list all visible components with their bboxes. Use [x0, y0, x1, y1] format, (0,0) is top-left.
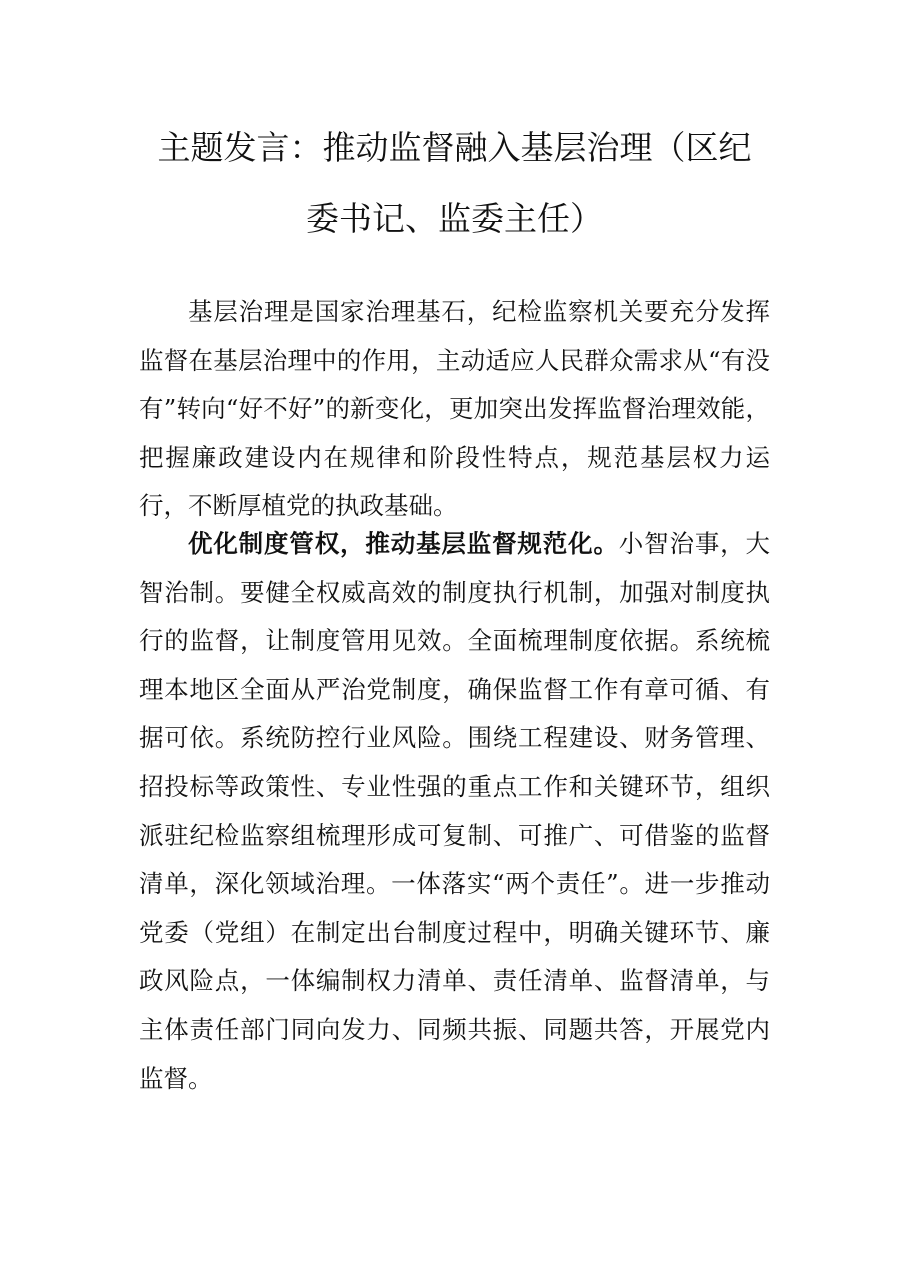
paragraph-institutional-supervision [139, 520, 770, 1103]
document-title-line-1: 主题发言：推动监督融入基层治理（区纪 [157, 128, 752, 167]
paragraph-lead-heading: 优化制度管权，推动基层监督规范化。 [188, 529, 619, 558]
document-title-line-2: 委书记、监委主任） [306, 199, 603, 238]
paragraph-body-text: 小智治事，大智治制。要健全权威高效的制度执行机制，加强对制度执行的监督，让制度管用见效。全面梳理制度依据。系统梳理本地区全面从严治党制度，确保监督工作有章可循、有据可依。系统防控行业风险。围绕工程建设、财务管理、招投标等政策性、专业性强的重点工作和关键环节，组织派驻纪检监察组梳理形成可复制、可推广、可借鉴的监督清单，深化领域治理。一体落实“两个责任”。进一步推动党委（党组）在制定出台制度过程中，明确关键环节、廉政风险点，一体编制权力清单、责任清单、监督清单，与主体责任部门同向发力、同频共振、同题共答，开展党内监督。 [139, 529, 771, 1093]
paragraph-intro: 基层治理是国家治理基石，纪检监察机关要充分发挥监督在基层治理中的作用，主动适应人民群众需求从“有没有”转向“好不好”的新变化，更加突出发挥监督治理效能，把握廉政建设内在规律和阶段性特点，规范基层权力运行，不断厚植党的执政基础。 [139, 297, 770, 521]
